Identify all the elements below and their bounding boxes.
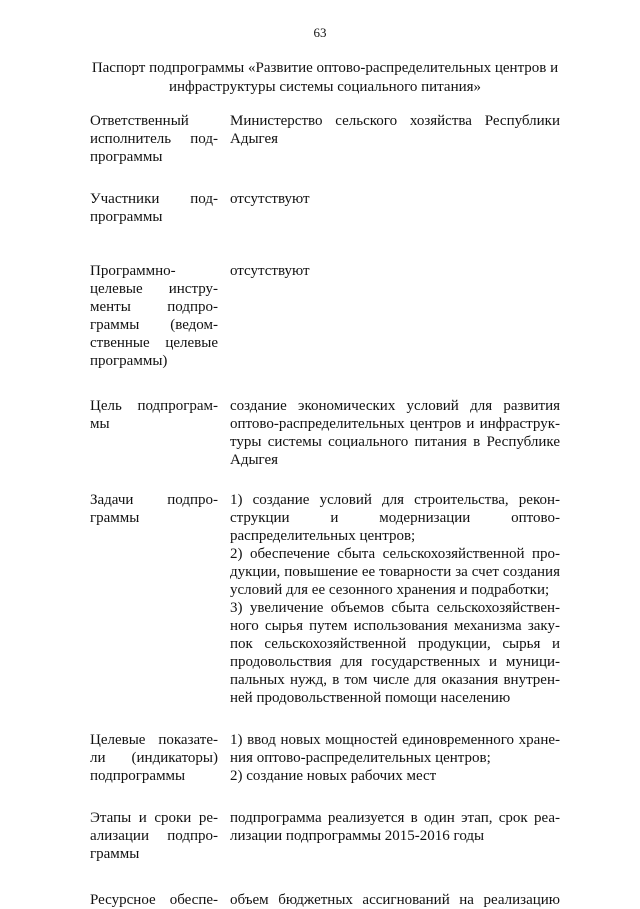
value-line: 1) создание условий для строительства, рекон- (230, 492, 560, 508)
value-line: объем бюджетных ассигнований на реализацию (230, 892, 560, 908)
label-line: ли (индикаторы) (90, 750, 218, 766)
value-line: Адыгея (230, 452, 279, 468)
row-value (230, 190, 560, 226)
label-line: целевые инстру- (90, 281, 218, 297)
label-line: подпрограммы (90, 768, 186, 784)
row-tasks (90, 491, 560, 707)
row-label (90, 491, 218, 707)
label-line: Этапы и сроки ре- (90, 810, 218, 826)
row-value (230, 112, 560, 166)
value-line: условий для ее сезонного хранения и подработки; (230, 582, 550, 598)
label-line: Цель подпрограм- (90, 398, 218, 414)
row-label (90, 891, 218, 909)
label-line: Участники под- (90, 191, 218, 207)
row-value (230, 809, 560, 863)
value-line: пальных нужд, в том числе для оказания внутрен- (230, 672, 560, 688)
document-title: Паспорт подпрограммы «Развитие оптово-распределительных центров и инфраструктуры системы социального питания» (91, 60, 559, 95)
row-stages-terms (90, 809, 560, 863)
label-line: Задачи подпро- (90, 492, 218, 508)
row-participants (90, 190, 560, 226)
value-line: подпрограмма реализуется в один этап, срок реа- (230, 810, 560, 826)
row-label (90, 397, 218, 469)
value-line: пок сельскохозяйственной продукции, сырья и (230, 636, 560, 652)
label-line: мы (90, 416, 110, 432)
label-line: Целевые показате- (90, 732, 218, 748)
value-line: распределительных центров; (230, 528, 416, 544)
value-line: отсутствуют (230, 263, 310, 279)
value-line: дукции, повышение ее товарности за счет создания (230, 564, 560, 580)
label-line: Программно- (90, 263, 176, 279)
page-number: 63 (313, 25, 327, 40)
value-line: 2) обеспечение сбыта сельскохозяйственной про- (230, 546, 560, 562)
row-value (230, 397, 560, 469)
value-line: Министерство сельского хозяйства Республики (230, 113, 560, 129)
label-line: граммы (90, 846, 140, 862)
row-resources (90, 891, 560, 909)
label-line: ализации подпро- (90, 828, 218, 844)
label-line: Ответственный (90, 113, 189, 129)
value-line: струкции и модернизации оптово- (230, 510, 560, 526)
value-line: ния оптово-распределительных центров; (230, 750, 491, 766)
row-value (230, 891, 560, 909)
label-line: граммы (ведом- (90, 317, 218, 333)
value-line: ней продовольственной помощи населению (230, 690, 511, 706)
row-label (90, 731, 218, 785)
row-value (230, 731, 560, 785)
row-label (90, 809, 218, 863)
value-line: 3) увеличение объемов сбыта сельскохозяйствен- (230, 600, 560, 616)
label-line: исполнитель под- (90, 131, 218, 147)
label-line: ственные целевые (90, 335, 218, 351)
value-line: создание экономических условий для развития (230, 398, 560, 414)
label-line: программы) (90, 353, 168, 369)
value-line: 1) ввод новых мощностей единовременного хране- (230, 732, 560, 748)
value-line: 2) создание новых рабочих мест (230, 768, 437, 784)
label-line: граммы (90, 510, 140, 526)
passport-table (90, 112, 560, 909)
value-line: ного сырья путем использования механизма заку- (230, 618, 560, 634)
label-line: программы (90, 209, 163, 225)
value-line: отсутствуют (230, 191, 310, 207)
row-label (90, 112, 218, 166)
row-value (230, 262, 560, 370)
value-line: Адыгея (230, 131, 279, 147)
row-label (90, 262, 218, 370)
label-line: программы (90, 149, 163, 165)
label-line: менты подпро- (90, 299, 218, 315)
value-line: туры системы социального питания в Республике (230, 434, 560, 450)
value-line: оптово-распределительных центров и инфраструк- (230, 416, 560, 432)
row-program-tools (90, 262, 560, 370)
row-indicators (90, 731, 560, 785)
row-value (230, 491, 560, 707)
value-line: продовольствия для государственных и муници- (230, 654, 560, 670)
label-line: Ресурсное обеспе- (90, 892, 218, 908)
row-responsible-executor (90, 112, 560, 166)
row-goal (90, 397, 560, 469)
value-line: лизации подпрограммы 2015-2016 годы (230, 828, 485, 844)
row-label (90, 190, 218, 226)
